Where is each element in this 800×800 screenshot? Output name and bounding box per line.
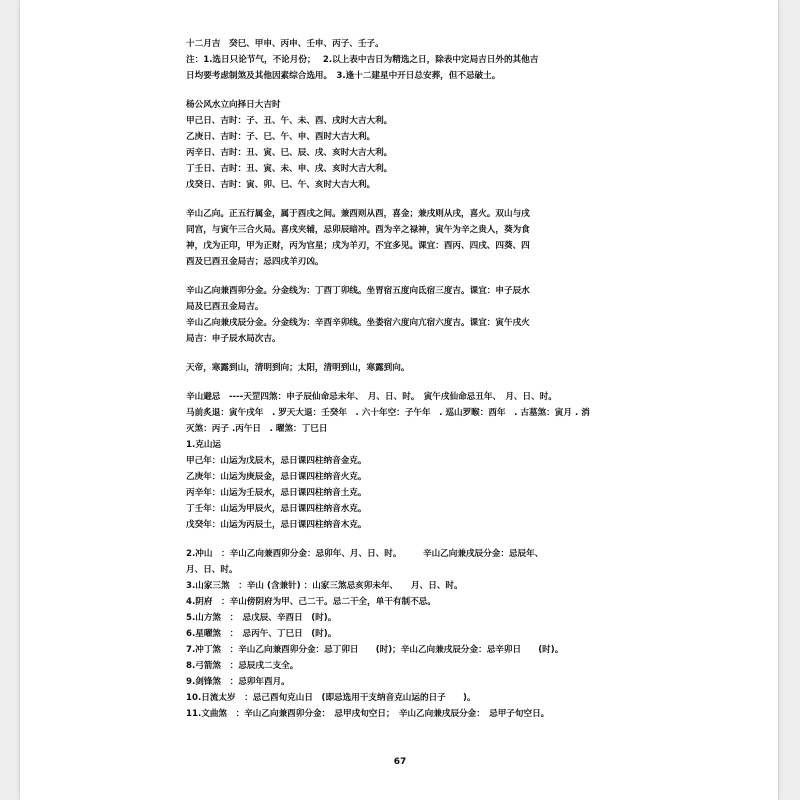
text-line: 4.阴府 ：辛山傍阴府为甲、己二干。忌二干全，单干有制不忌。 [186, 597, 436, 607]
text-line: 辛山乙向兼戌辰分金。分金线为：辛酉辛卯线。坐娄宿六度向亢宿六度吉。课宜：寅午戌火 [186, 318, 530, 328]
page-number: 67 [393, 757, 407, 767]
text-line: 1.克山运 [186, 440, 222, 450]
paragraph-gap [186, 347, 626, 360]
text-line: 戊癸日、吉时：寅、卯、巳、午、亥时大吉大利。 [186, 180, 376, 190]
paragraph-gap [186, 84, 626, 97]
text-line: 十二月吉 癸巳、甲申、丙申、壬申、丙子、壬子。 [186, 39, 384, 49]
text-line: 丙辛年：山运为壬辰水，忌日课四柱纳音土克。 [186, 488, 367, 498]
text-line: 2.冲山 ：辛山乙向兼酉卯分金：忌卯年、月、日、时。 辛山乙向兼戌辰分金：忌辰年、 [186, 549, 544, 559]
viewer-gutter-right [778, 0, 800, 800]
text-line: 7.冲丁煞 ：辛山乙向兼酉卯分金：忌丁卯日 (时)；辛山乙向兼戌辰分金：忌辛卯日 (时)。 [186, 645, 564, 655]
text-line: 灭煞：丙子 .丙午日 . 曜煞：丁巳日 [186, 424, 328, 434]
text-line: 马前炙退：寅午戌年 . 罗天大退：壬癸年 . 六十年空：子午年 . 巡山罗睺：酉年 . 古墓煞：寅月 . 消 [186, 408, 590, 418]
text-line: 5.山方煞 ： 忌戊辰、辛酉日 (时)。 [186, 613, 337, 623]
text-line: 天帝，寒露到山，清明到向；太阳，清明到山，寒露到向。 [186, 363, 410, 373]
text-line: 注：1.选日只论节气，不论月份； 2.以上表中吉日为精选之日，除表中定局吉日外的其他吉 [186, 55, 539, 65]
text-line: 日均要考虑制煞及其他因素综合选用。 3.逢十二建星中开日总安葬，但不忌破土。 [186, 71, 501, 81]
text-line: 丙辛日、吉时：丑、寅、巳、辰、戌、亥时大吉大利。 [186, 148, 393, 158]
text-line: 6.星曜煞 ： 忌丙午、丁巳日 (时)。 [186, 629, 337, 639]
text-line: 局吉：申子辰水局次吉。 [186, 334, 281, 344]
paragraph-gap [186, 270, 626, 283]
text-line: 11.文曲煞 ：辛山乙向兼酉卯分金： 忌甲戌旬空日； 辛山乙向兼戌辰分金： 忌甲子旬空日。 [186, 709, 550, 719]
text-line: 月、日、时。 [186, 565, 238, 575]
paragraph-gap [186, 533, 626, 546]
text-line: 杨公风水立向择日大吉时 [186, 100, 281, 110]
text-line: 10.日流太岁 ：忌己酉旬克山日 (即忌选用干支纳音克山运的日子 )。 [186, 693, 476, 703]
text-line: 丁壬年：山运为甲辰火，忌日课四柱纳音水克。 [186, 504, 367, 514]
text-line: 甲己日、吉时：子、丑、午、未、酉、戌时大吉大利。 [186, 116, 393, 126]
text-line: 辛山乙向兼酉卯分金。分金线为：丁酉丁卯线。坐胃宿五度向氐宿三度吉。课宜：申子辰水 [186, 286, 530, 296]
text-line: 酉及巳酉丑金局吉；忌四戌羊刃凶。 [186, 257, 324, 267]
text-line: 丁壬日、吉时：丑、寅、未、申、戌、亥时大吉大利。 [186, 164, 393, 174]
text-line: 9.剑锋煞 ：忌卯年酉月。 [186, 677, 290, 687]
text-line: 乙庚年：山运为庚辰金，忌日课四柱纳音火克。 [186, 472, 367, 482]
paragraph-gap [186, 193, 626, 206]
text-line: 戊癸年：山运为丙辰土，忌日课四柱纳音木克。 [186, 520, 367, 530]
text-line: 3.山家三煞 ：辛山 (含兼针) ：山家三煞忌亥卯未年、 月、日、时。 [186, 581, 463, 591]
text-line: 甲己年：山运为戊辰木，忌日课四柱纳音金克。 [186, 456, 367, 466]
text-line: 乙庚日、吉时：子、巳、午、申、酉时大吉大利。 [186, 132, 376, 142]
text-line: 辛山乙向。正五行属金，属于酉戌之间。兼酉则从酉，喜金；兼戌则从戌，喜火。双山与戌 [186, 209, 530, 219]
text-line: 局及巳酉丑金局吉。 [186, 302, 264, 312]
text-line: 同宫，与寅午三合火局。喜戌夹辅，忌卯辰暗冲。酉为辛之禄神，寅午为辛之贵人，葵为食 [186, 225, 530, 235]
viewer-gutter-left [0, 0, 20, 800]
paragraph-gap [186, 376, 626, 389]
text-line: 神，戊为正印，甲为正财，丙为官星；戌为羊刃，不宜多见。课宜：酉丙、四戌、四葵、四 [186, 241, 530, 251]
text-line: 8.弓箭煞 ：忌辰戌二支全。 [186, 661, 299, 671]
text-line: 辛山避忌 ----天罡四煞：申子辰仙命忌未年、 月、日、时。 寅午戌仙命忌丑年、 月、日、时。 [186, 392, 557, 402]
page-body-text [186, 36, 626, 722]
